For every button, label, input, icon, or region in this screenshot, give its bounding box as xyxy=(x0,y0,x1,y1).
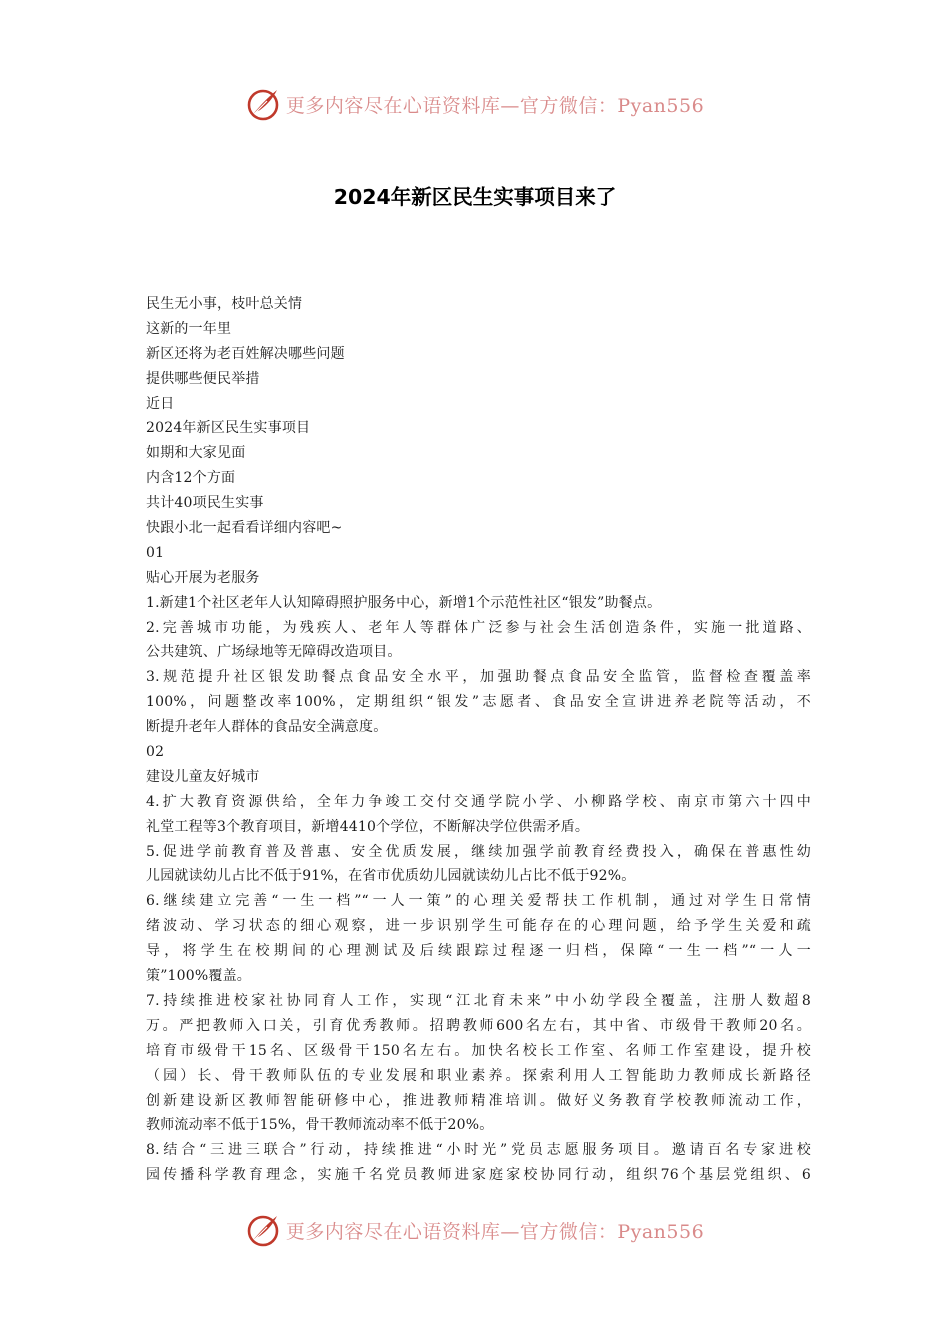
document-title: 2024年新区民生实事项目来了 xyxy=(333,185,617,209)
body-line: 断提升老年人群体的食品安全满意度。 xyxy=(146,719,388,736)
body-line: 创新建设新区教师智能研修中心，推进教师精准培训。做好义务教育学校教师流动工作， xyxy=(146,1092,811,1109)
body-line: 1.新建1个社区老年人认知障碍照护服务中心，新增1个示范性社区“银发”助餐点。 xyxy=(146,594,662,611)
quill-logo-icon xyxy=(246,86,282,122)
document-body xyxy=(146,292,811,1188)
body-line: 近日 xyxy=(146,395,175,412)
body-line: 策”100%覆盖。 xyxy=(146,968,251,985)
body-line: 7.持续推进校家社协同育人工作，实现“江北育未来”中小幼学段全覆盖，注册人数超8 xyxy=(146,992,811,1009)
body-line: 2.完善城市功能，为残疾人、老年人等群体广泛参与社会生活创造条件，实施一批道路、 xyxy=(146,619,811,636)
body-line: 儿园就读幼儿占比不低于91%，在省市优质幼儿园就读幼儿占比不低于92%。 xyxy=(146,868,636,885)
body-line: 5.促进学前教育普及普惠、安全优质发展，继续加强学前教育经费投入，确保在普惠性幼 xyxy=(146,843,811,860)
body-line: 4.扩大教育资源供给，全年力争竣工交付交通学院小学、小柳路学校、南京市第六十四中 xyxy=(146,793,811,810)
body-line: 万。严把教师入口关，引育优秀教师。招聘教师600名左右，其中省、市级骨干教师20名。 xyxy=(146,1017,811,1034)
body-line: 100%，问题整改率100%，定期组织“银发”志愿者、食品安全宣讲进养老院等活动，不 xyxy=(146,694,811,711)
body-line: 8.结合“三进三联合”行动，持续推进“小时光”党员志愿服务项目。邀请百名专家进校 xyxy=(146,1142,811,1159)
quill-logo-icon xyxy=(246,1212,282,1248)
body-line: 2024年新区民生实事项目 xyxy=(146,420,311,437)
body-line: 礼堂工程等3个教育项目，新增4410个学位，不断解决学位供需矛盾。 xyxy=(146,818,590,835)
header-watermark-banner xyxy=(0,84,950,124)
body-line: 3.规范提升社区银发助餐点食品安全水平，加强助餐点食品安全监管，监督检查覆盖率 xyxy=(146,669,811,686)
body-line: 导，将学生在校期间的心理测试及后续跟踪过程逐一归档，保障“一生一档”“一人一 xyxy=(146,943,811,960)
body-line: 如期和大家见面 xyxy=(146,445,246,462)
body-line: 提供哪些便民举措 xyxy=(146,370,260,387)
body-line: 贴心开展为老服务 xyxy=(146,569,260,586)
watermark-text: 更多内容尽在心语资料库—官方微信：Pyan556 xyxy=(285,1220,705,1243)
body-line: 02 xyxy=(146,744,165,761)
body-line: 快跟小北一起看看详细内容吧~ xyxy=(146,520,343,537)
body-line: 民生无小事，枝叶总关情 xyxy=(146,296,303,312)
body-line: 园传播科学教育理念，实施千名党员教师进家庭家校协同行动，组织76个基层党组织、6 xyxy=(146,1167,811,1184)
body-line: （园）长、骨干教师队伍的专业发展和职业素养。探索利用人工智能助力教师成长新路径 xyxy=(146,1067,811,1084)
body-line: 01 xyxy=(146,544,165,561)
body-line: 内含12个方面 xyxy=(146,470,236,487)
body-line: 公共建筑、广场绿地等无障碍改造项目。 xyxy=(146,644,402,661)
body-line: 新区还将为老百姓解决哪些问题 xyxy=(146,345,345,362)
body-line: 绪波动、学习状态的细心观察，进一步识别学生可能存在的心理问题，给予学生关爱和疏 xyxy=(146,918,811,935)
footer-watermark-banner xyxy=(0,1210,950,1250)
body-line: 培育市级骨干15名、区级骨干150名左右。加快名校长工作室、名师工作室建设，提升校 xyxy=(146,1042,811,1059)
body-line: 建设儿童友好城市 xyxy=(146,768,260,785)
body-line: 6.继续建立完善“一生一档”“一人一策”的心理关爱帮扶工作机制，通过对学生日常情 xyxy=(146,893,811,910)
watermark-text: 更多内容尽在心语资料库—官方微信：Pyan556 xyxy=(285,94,705,117)
body-line: 这新的一年里 xyxy=(146,320,232,337)
body-line: 共计40项民生实事 xyxy=(146,495,264,512)
body-line: 教师流动率不低于15%，骨干教师流动率不低于20%。 xyxy=(146,1117,494,1134)
